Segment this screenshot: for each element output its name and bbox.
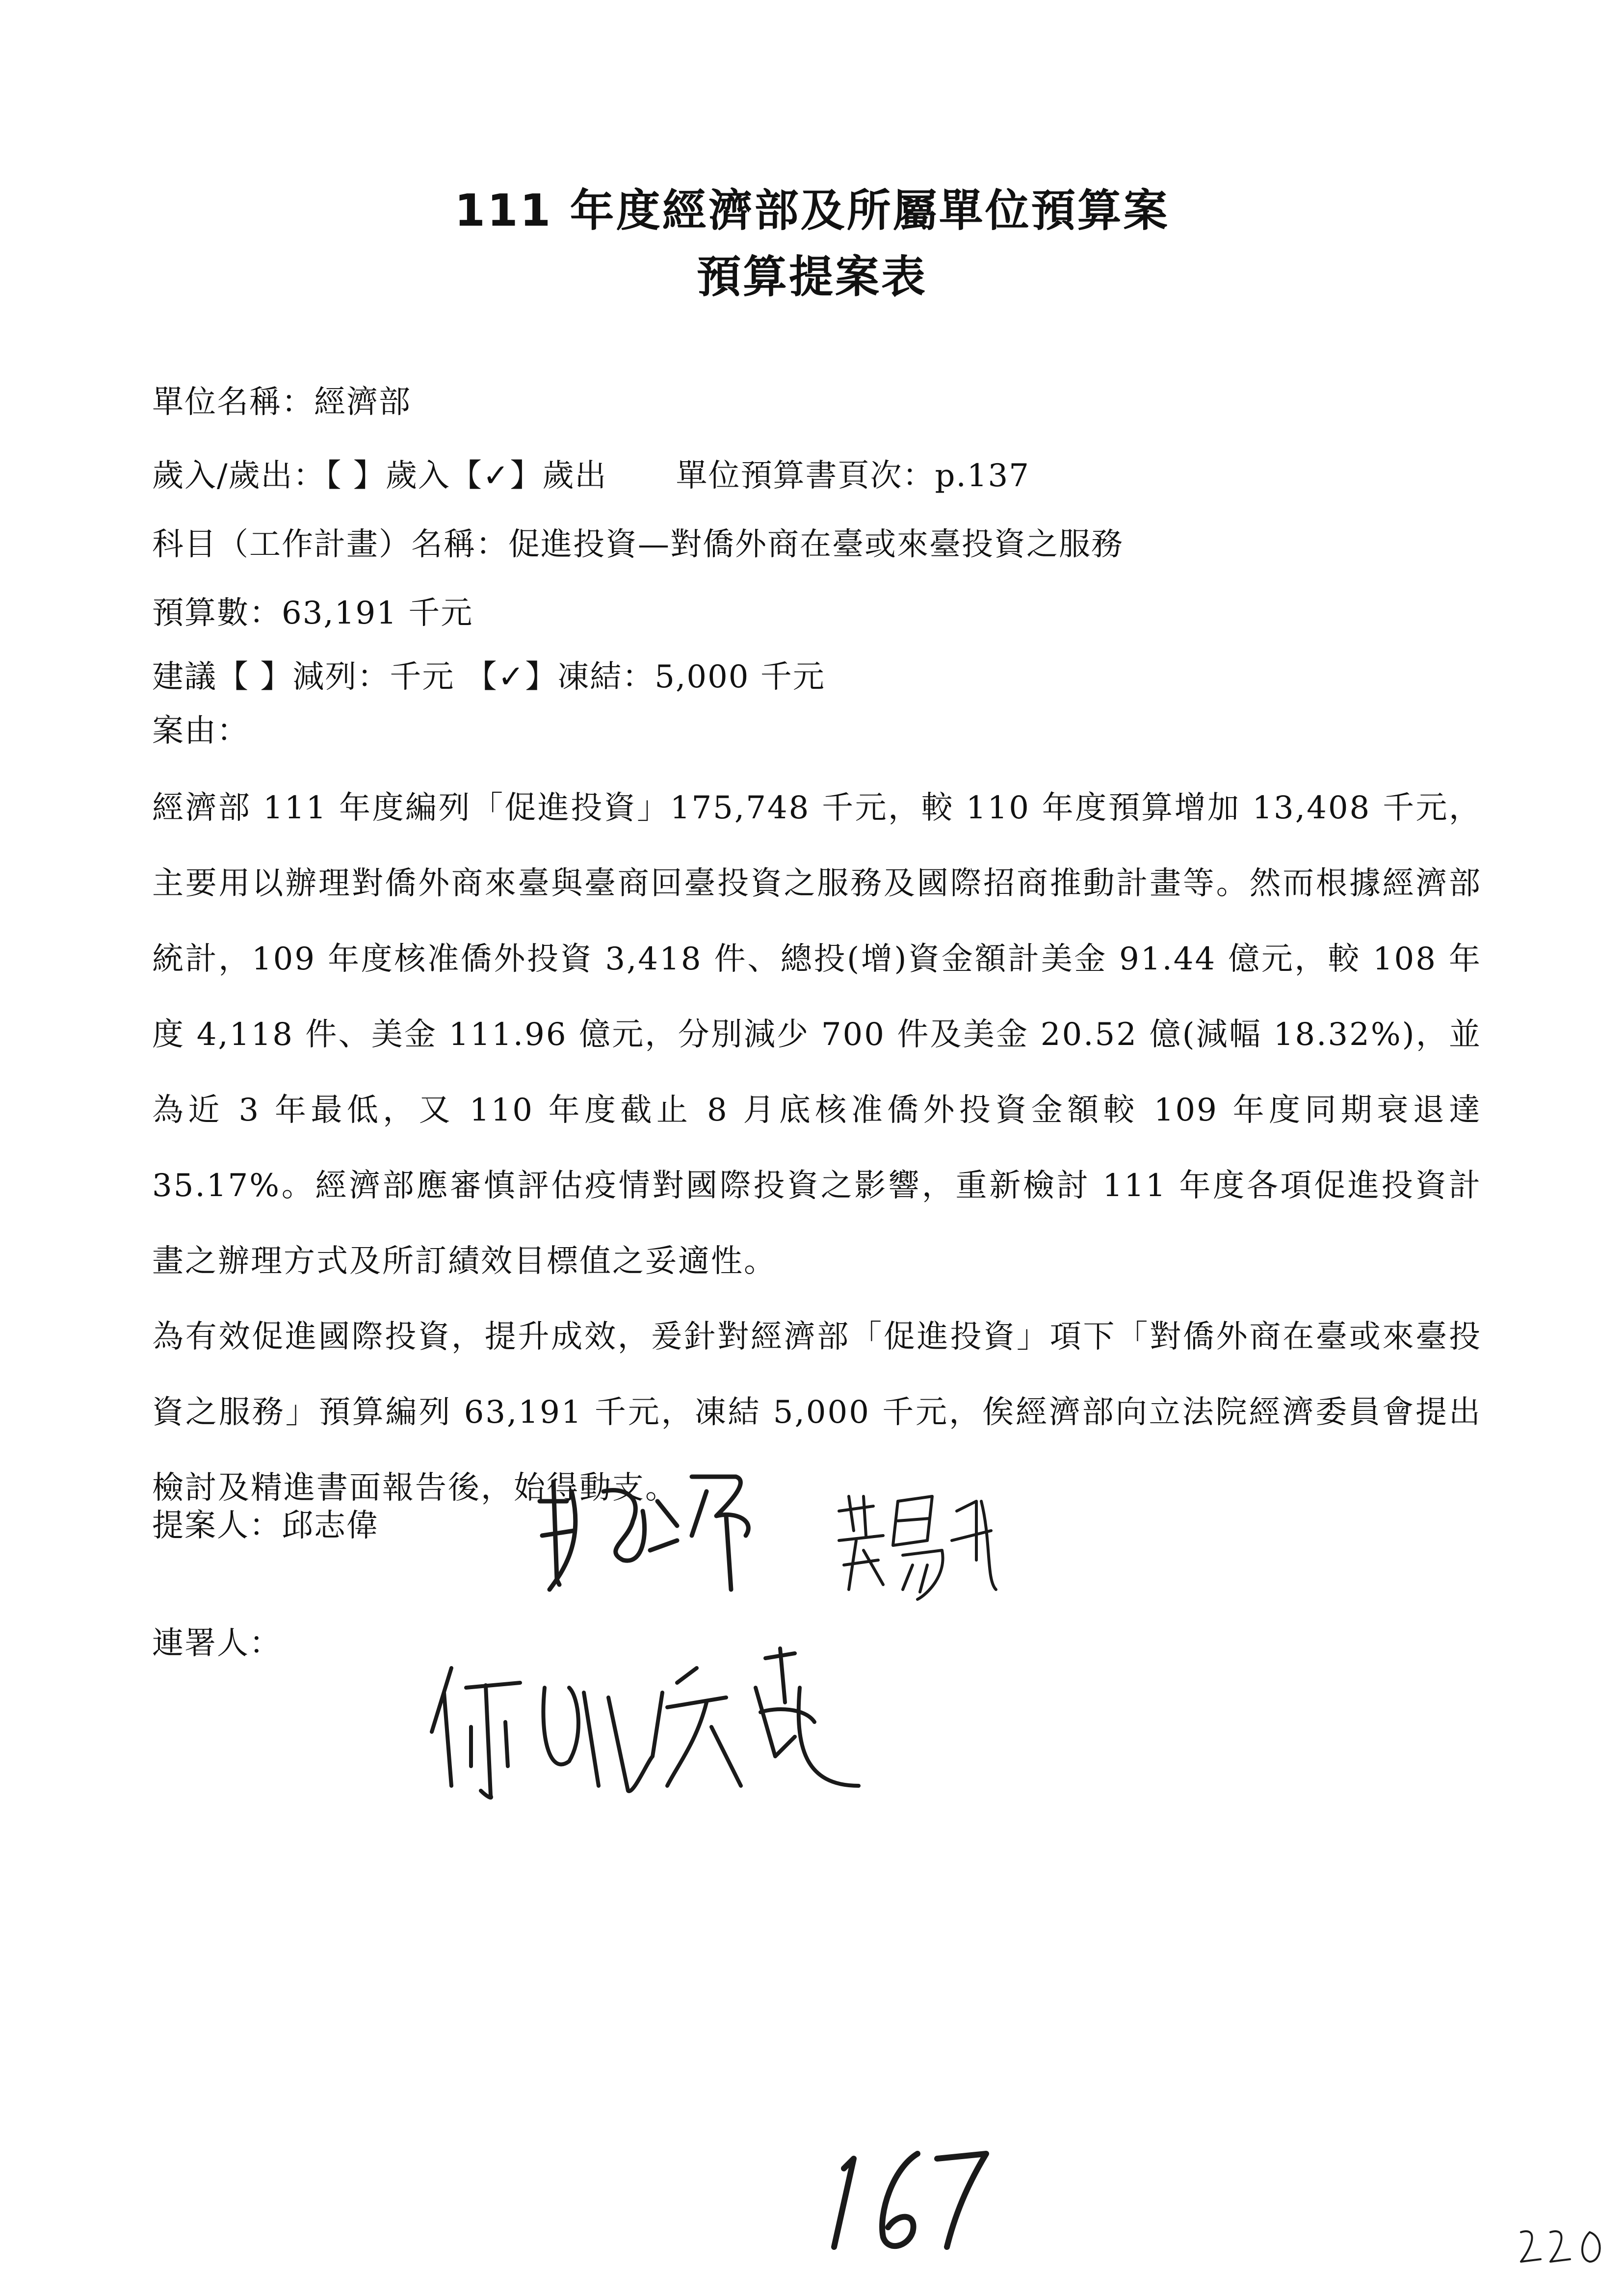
suggestion-prefix: 建議【 】減列：千元 【 — [152, 659, 498, 695]
proposer-label: 提案人：邱志偉 — [152, 1508, 379, 1544]
revenue-expense-field — [152, 451, 1030, 500]
document-subtitle: 預算提案表 — [697, 251, 927, 303]
reason-label: 案由： — [152, 713, 249, 749]
budget-amount-field: 預算數：63,191 千元 — [152, 595, 473, 631]
cosigner-signature-2 — [422, 1639, 873, 1815]
budget-page-ref: 單位預算書頁次：p.137 — [676, 458, 1030, 494]
handwritten-page-number — [824, 2139, 991, 2257]
document-title: 111 年度經濟部及所屬單位預算案 — [454, 185, 1170, 236]
revenue-expense-suffix: 】歲出 — [510, 458, 607, 494]
reason-paragraph-1: 經濟部 111 年度編列「促進投資」175,748 千元，較 110 年度預算增加 13,408 千元，主要用以辦理對僑外商來臺與臺商回臺投資之服務及國際招商推動計畫等。然而根據經濟部統計，109 年度核准僑外投資 3,418 件、總投(增)資金額計美金 91.44 億元，較 108 年度 4,118 件、美金 111.96 億元，分別減少 700 件及美金 20.52 億(減幅 18.32%)，並為近 3 年最低，又 110 年度截止 8 月底核准僑外投資金額較 109 年度同期衰退達 35.17%。經濟部應審慎評估疫情對國際投資之影響，重新檢討 111 年度各項促進投資計畫之辦理方式及所訂績效目標值之妥適性。 — [152, 790, 1482, 1279]
reason-paragraph-2: 為有效促進國際投資，提升成效，爰針對經濟部「促進投資」項下「對僑外商在臺或來臺投資之服務」預算編列 63,191 千元，凍結 5,000 千元，俟經濟部向立法院經濟委員會提出檢討及精進書面報告後，始得動支。 — [152, 1319, 1482, 1506]
expense-checkmark-icon: ✓ — [482, 458, 510, 494]
cosigner-signature-1 — [829, 1482, 1006, 1609]
corner-page-mark — [1511, 2218, 1609, 2276]
proposer-signature — [530, 1462, 785, 1609]
suggestion-field — [152, 652, 825, 702]
revenue-expense-prefix: 歲入/歲出：【 】歲入【 — [152, 458, 483, 494]
unit-name-field: 單位名稱：經濟部 — [152, 384, 411, 420]
suggestion-suffix: 】凍結：5,000 千元 — [525, 659, 825, 695]
reason-body — [152, 770, 1482, 1526]
freeze-checkmark-icon: ✓ — [498, 659, 525, 695]
cosigner-label: 連署人： — [152, 1625, 282, 1662]
subject-field: 科目（工作計畫）名稱：促進投資—對僑外商在臺或來臺投資之服務 — [152, 526, 1124, 563]
